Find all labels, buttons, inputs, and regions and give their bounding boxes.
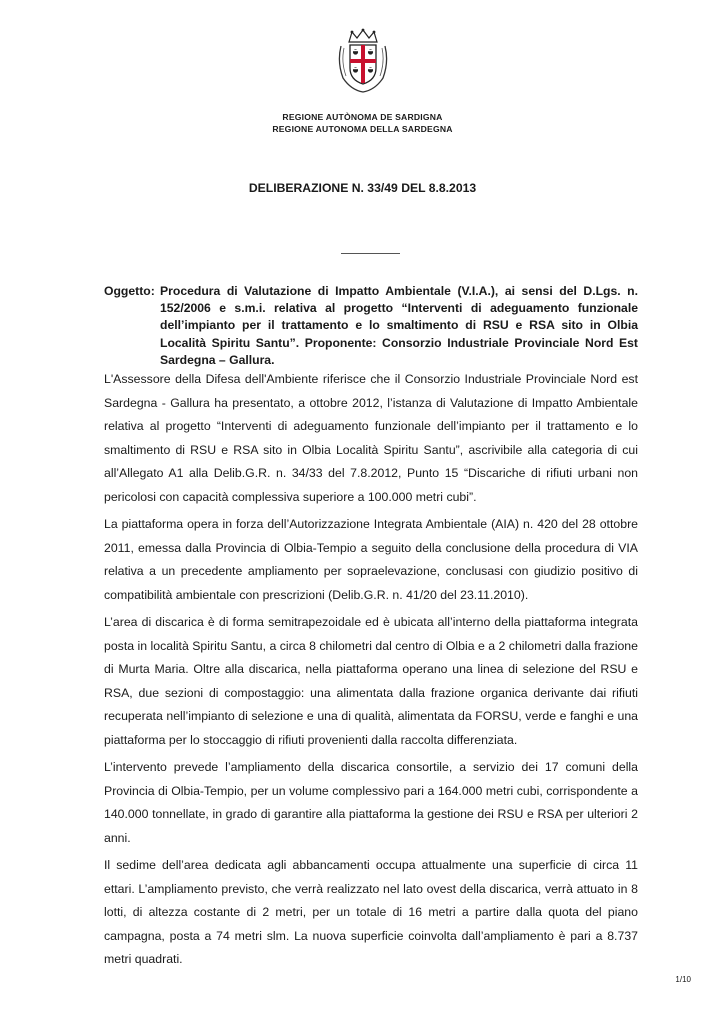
body-paragraph: Il sedime dell’area dedicata agli abbancamenti occupa attualmente una superficie di circa 11 ettari. L’ampliamento previsto, che verrà realizzato nel lato ovest della discarica, verrà attuato in 8 lotti, di altezza costante di 2 metri, per un totale di 16 metri a partire dalla quota del piano campagna, posta a 74 metri slm. La nuova superficie coinvolta dall’ampliamento è pari a 8.737 metri quadrati.	[104, 858, 638, 966]
body-paragraph: L’intervento prevede l’ampliamento della discarica consortile, a servizio dei 17 comuni della Provincia di Olbia-Tempio, per un volume complessivo pari a 164.000 metri cubi, corrispondente a 140.000 tonnellate, in grado di garantire alla piattaforma la gestione dei RSU e RSA per ulteriori 2 anni.	[104, 760, 638, 845]
subject-label: Oggetto:	[104, 284, 155, 298]
body-paragraph: La piattaforma opera in forza dell’Autorizzazione Integrata Ambientale (AIA) n. 420 del 28 ottobre 2011, emessa dalla Provincia di Olbia-Tempio a seguito della conclusione della procedura di VIA relativa a un precedente ampliamento per sopraelevazione, conclusasi con giudizio positivo di compatibilità ambientale con prescrizioni (Delib.G.R. n. 41/20 del 23.11.2010).	[104, 517, 638, 602]
document-title: DELIBERAZIONE N. 33/49 DEL 8.8.2013	[248, 181, 477, 195]
org-name-italian: REGIONE AUTONOMA DELLA SARDEGNA	[272, 124, 453, 134]
body-paragraph: L’area di discarica è di forma semitrapezoidale ed è ubicata all’interno della piattaforma integrata posta in località Spiritu Santu, a circa 8 chilometri dal centro di Olbia e a 2 chilometri dalla frazione di Murta Maria. Oltre alla discarica, nella piattaforma operano una linea di selezione del RSU e RSA, due sezioni di compostaggio: una alimentata dalla frazione organica derivante dai rifiuti recuperata nell’impianto di selezione e una di qualità, alimentata da FORSU, verde e fanghi e una piattaforma per lo stoccaggio di rifiuti provenienti dalla raccolta differenziata.	[104, 615, 638, 747]
coat-of-arms-icon	[335, 28, 391, 94]
subject-block	[104, 283, 638, 369]
org-name-sardinian: REGIONE AUTÒNOMA DE SARDIGNA	[282, 112, 443, 122]
page-number: 1/10	[675, 975, 691, 984]
subject-text: Procedura di Valutazione di Impatto Ambientale (V.I.A.), ai sensi del D.Lgs. n. 152/2006 e s.m.i. relativa al progetto “Interventi di adeguamento funzionale dell’impianto per il trattamento e lo smaltimento di RSU e RSA sito in Olbia Località Spiritu Santu”. Proponente: Consorzio Industriale Provinciale Nord Est Sardegna – Gallura.	[160, 284, 638, 367]
document-body	[104, 368, 638, 976]
body-paragraph: L'Assessore della Difesa dell'Ambiente riferisce che il Consorzio Industriale Provinciale Nord est Sardegna - Gallura ha presentato, a ottobre 2012, l’istanza di Valutazione di Impatto Ambientale relativa al progetto “Interventi di adeguamento funzionale dell’impianto per il trattamento e lo smaltimento di RSU e RSA sito in Olbia Località Spiritu Santu”, ascrivibile alla categoria di cui all’Allegato A1 alla Delib.G.R. n. 34/33 del 7.8.2012, Punto 15 “Discariche di rifiuti urbani non pericolosi con capacità complessiva superiore a 100.000 metri cubi”.	[104, 372, 638, 504]
separator-line	[341, 253, 400, 254]
